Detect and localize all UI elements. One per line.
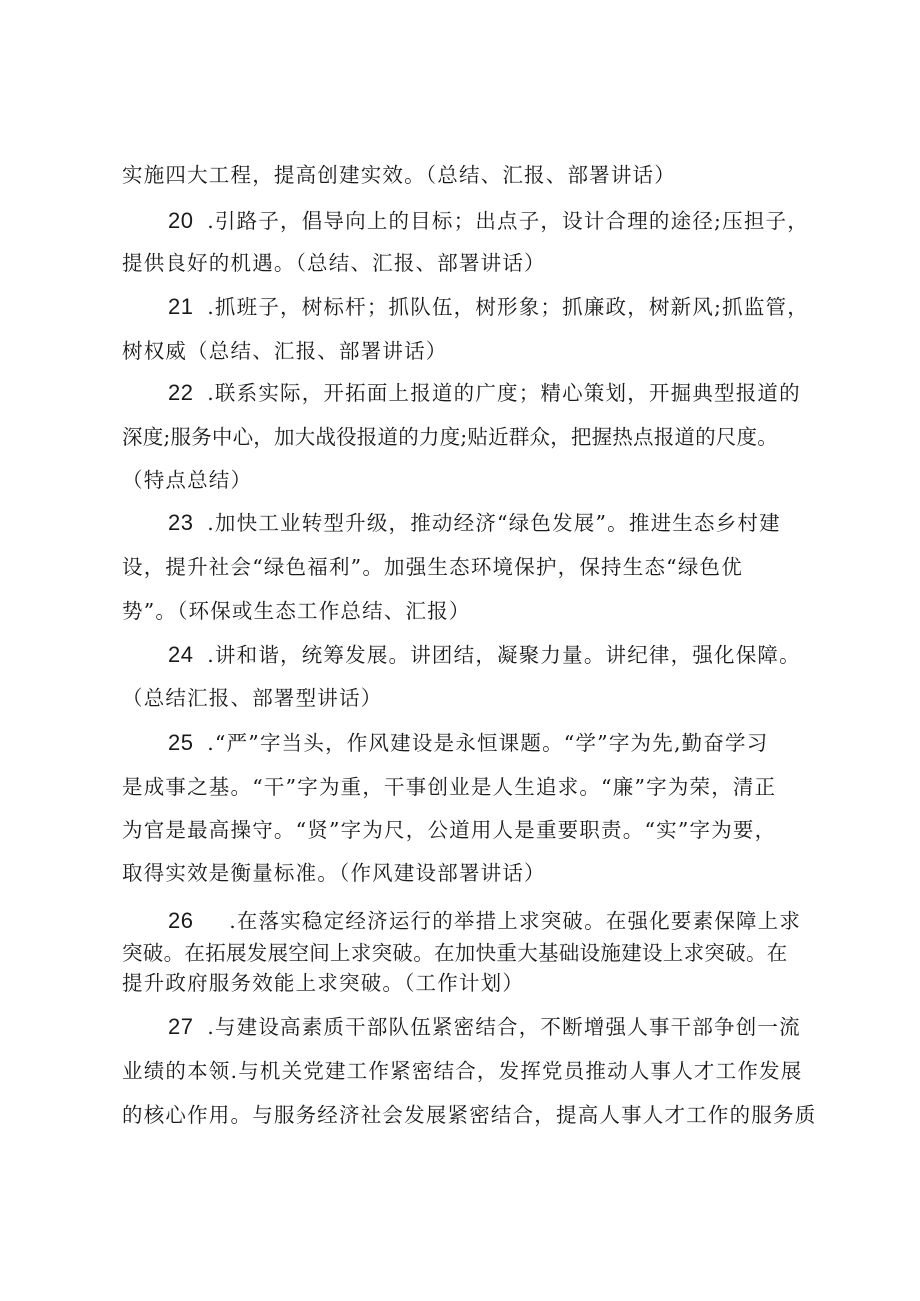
item-number: 27	[168, 1014, 194, 1039]
item-25-line-2	[122, 772, 776, 802]
item-23-line-1	[168, 508, 781, 538]
line-text: .联系实际，开拓面上报道的广度；精心策划，开掘典型报道的	[207, 381, 801, 405]
line-text: 业绩的本领.与机关党建工作紧密结合，发挥党员推动人事人才工作发展	[122, 1059, 803, 1083]
line-text: .抓班子，树标杆；抓队伍，树形象；抓廉政，树新风;抓监管，	[207, 295, 809, 319]
paragraph-19-line-3	[122, 160, 676, 190]
item-23-line-3	[122, 596, 471, 626]
line-text: .与建设高素质干部队伍紧密结合，不断增强人事干部争创一流	[207, 1015, 801, 1039]
line-text: 实施四大工程，提高创建实效。（总结、汇报、部署讲话）	[122, 163, 676, 187]
line-text: （特点总结）	[122, 468, 253, 492]
item-number: 20	[168, 208, 194, 233]
item-24-line-2	[122, 683, 382, 713]
item-21-line-1	[168, 292, 809, 322]
item-27-line-3	[122, 1100, 816, 1130]
line-text: 是成事之基。“干”字为重，干事创业是人生追求。“廉”字为荣，清正	[122, 775, 777, 799]
item-26-line-1	[168, 906, 801, 936]
item-26-line-2	[122, 938, 788, 968]
item-number: 23	[168, 510, 194, 535]
item-22-line-1	[168, 378, 801, 408]
item-20-line-1	[168, 206, 809, 236]
item-27-line-1	[168, 1012, 801, 1042]
item-number: 25	[168, 730, 194, 755]
item-number: 21	[168, 294, 194, 319]
item-21-line-2	[122, 336, 448, 366]
item-23-line-2	[122, 552, 743, 582]
item-number: 24	[168, 642, 194, 667]
line-text: .引路子，倡导向上的目标；出点子，设计合理的途径;压担子，	[207, 209, 809, 233]
line-text: 突破。在拓展发展空间上求突破。在加快重大基础设施建设上求突破。在	[122, 941, 788, 965]
item-25-line-4	[122, 858, 546, 888]
item-number: 22	[168, 380, 194, 405]
line-text: 提供良好的机遇。（总结、汇报、部署讲话）	[122, 251, 546, 275]
item-25-line-1	[168, 728, 768, 758]
item-number: 26	[168, 908, 194, 933]
line-text: .加快工业转型升级，推动经济“绿色发展”。推进生态乡村建	[207, 511, 781, 535]
line-text: 取得实效是衡量标准。（作风建设部署讲话）	[122, 861, 546, 885]
item-25-line-3	[122, 815, 776, 845]
line-text: .“严”字当头，作风建设是永恒课题。“学”字为先,勤奋学习	[207, 731, 769, 755]
line-text: 设，提升社会“绿色福利”。加强生态环境保护，保持生态“绿色优	[122, 555, 743, 579]
line-text: （总结汇报、部署型讲话）	[122, 686, 383, 710]
item-22-line-2	[122, 422, 778, 452]
line-text: 势”。（环保或生态工作总结、汇报）	[122, 599, 471, 623]
item-20-line-2	[122, 248, 546, 278]
item-24-line-1	[168, 640, 801, 670]
line-text: 的核心作用。与服务经济社会发展紧密结合，提高人事人才工作的服务质	[122, 1103, 817, 1127]
line-text: 树权威（总结、汇报、部署讲话）	[122, 339, 448, 363]
line-text: 提升政府服务效能上求突破。（工作计划）	[122, 971, 525, 995]
item-22-line-3	[122, 465, 252, 495]
item-26-line-3	[122, 968, 524, 998]
line-text: .讲和谐，统筹发展。讲团结，凝聚力量。讲纪律，强化保障。	[207, 643, 801, 667]
line-text: .在落实稳定经济运行的举措上求突破。在强化要素保障上求	[229, 909, 802, 933]
item-27-line-2	[122, 1056, 802, 1086]
line-text: 为官是最高操守。“贤”字为尺，公道用人是重要职责。“实”字为要，	[122, 818, 777, 842]
line-text: 深度;服务中心，加大战役报道的力度;贴近群众，把握热点报道的尺度。	[122, 425, 778, 449]
